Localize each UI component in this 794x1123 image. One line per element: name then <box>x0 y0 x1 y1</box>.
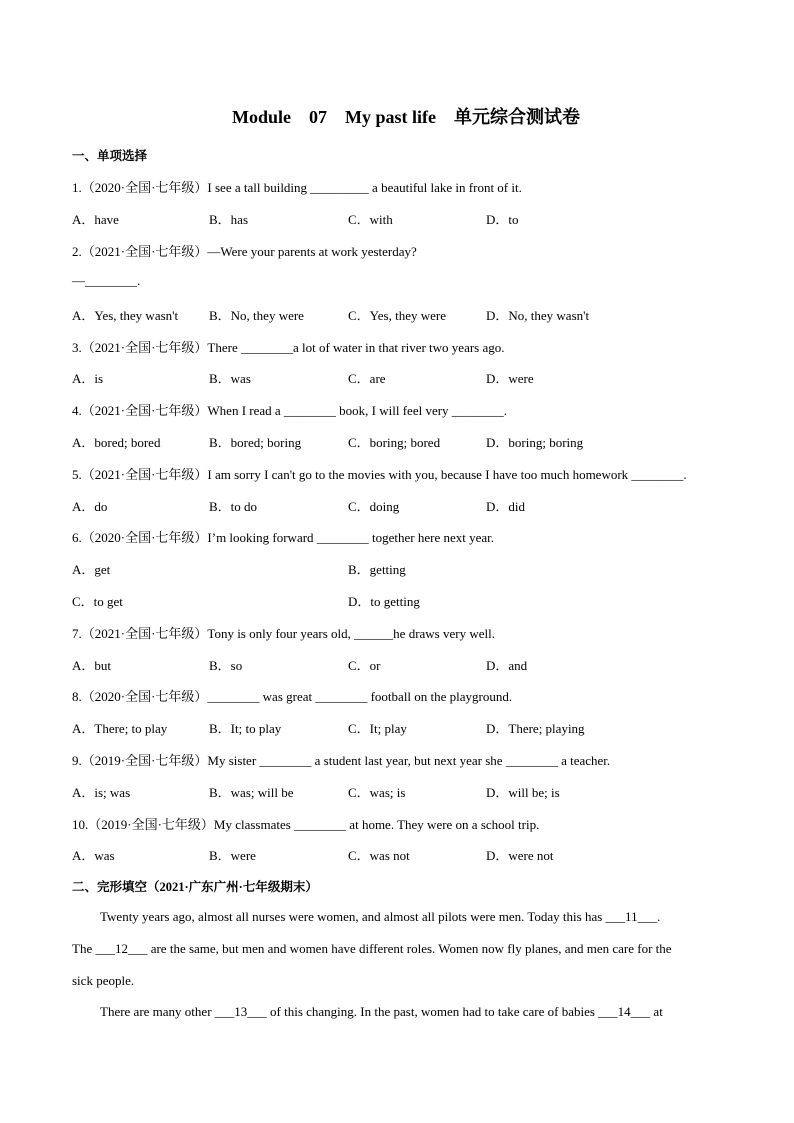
option-d: D．did <box>486 499 526 514</box>
option-d: D．will be; is <box>486 785 560 800</box>
section-heading-cloze: 二、完形填空（2021·广东广州·七年级期末） <box>72 880 318 894</box>
option-c: C．boring; bored <box>348 435 441 450</box>
page-title: Module 07 My past life 单元综合测试卷 <box>232 107 580 127</box>
question-9: 9.（2019·全国·七年级）My sister ________ a student last year, but next year she ________ a teacher. <box>72 753 611 768</box>
option-b: B．to do <box>209 499 258 514</box>
option-b: B．was; will be <box>209 785 294 800</box>
option-c: C．doing <box>348 499 400 514</box>
option-a: A．is <box>72 371 104 386</box>
option-a: A．bored; bored <box>72 435 161 450</box>
option-d: D．to getting <box>348 594 420 609</box>
question-2-answer-line: —________. <box>72 273 141 288</box>
question-5: 5.（2021·全国·七年级）I am sorry I can't go to the movies with you, because I have too much homework ________. <box>72 467 687 482</box>
option-c: C．with <box>348 212 393 227</box>
option-c: C．Yes, they were <box>348 308 446 323</box>
passage-line: The ___12___ are the same, but men and women have different roles. Women now fly planes, and men care for the <box>72 941 672 956</box>
option-d: D．No, they wasn't <box>486 308 590 323</box>
option-c: C．was not <box>348 848 410 863</box>
section-heading-single-choice: 一、单项选择 <box>72 149 148 163</box>
question-6: 6.（2020·全国·七年级）I’m looking forward ________ together here next year. <box>72 530 495 545</box>
option-d: D．boring; boring <box>486 435 584 450</box>
question-8: 8.（2020·全国·七年级）________ was great ________ football on the playground. <box>72 689 513 704</box>
option-b: B．It; to play <box>209 721 282 736</box>
question-2: 2.（2021·全国·七年级）—Were your parents at work yesterday? <box>72 244 417 259</box>
option-c: C．It; play <box>348 721 407 736</box>
option-a: A．is; was <box>72 785 131 800</box>
option-d: D．and <box>486 658 528 673</box>
question-4: 4.（2021·全国·七年级）When I read a ________ book, I will feel very ________. <box>72 403 508 418</box>
question-1: 1.（2020·全国·七年级）I see a tall building _________ a beautiful lake in front of it. <box>72 180 522 195</box>
option-b: B．getting <box>348 562 406 577</box>
option-d: D．There; playing <box>486 721 585 736</box>
option-b: B．was <box>209 371 251 386</box>
option-d: D．to <box>486 212 519 227</box>
option-c: C．was; is <box>348 785 406 800</box>
option-a: A．get <box>72 562 111 577</box>
option-a: A．do <box>72 499 108 514</box>
option-d: D．were <box>486 371 534 386</box>
option-c: C．or <box>348 658 381 673</box>
question-10: 10.（2019·全国·七年级）My classmates ________ at home. They were on a school trip. <box>72 817 540 832</box>
option-a: A．Yes, they wasn't <box>72 308 179 323</box>
option-b: B．has <box>209 212 249 227</box>
option-a: A．was <box>72 848 115 863</box>
passage-line: Twenty years ago, almost all nurses were women, and almost all pilots were men. Today this has ___11___. <box>100 909 661 924</box>
question-7: 7.（2021·全国·七年级）Tony is only four years old, ______he draws very well. <box>72 626 495 641</box>
option-c: C．are <box>348 371 386 386</box>
option-c: C．to get <box>72 594 123 609</box>
question-3: 3.（2021·全国·七年级）There ________a lot of water in that river two years ago. <box>72 340 505 355</box>
passage-line: There are many other ___13___ of this changing. In the past, women had to take care of babies ___14___ at <box>100 1004 663 1019</box>
passage-line: sick people. <box>72 973 135 988</box>
option-a: A．have <box>72 212 119 227</box>
option-b: B．bored; boring <box>209 435 302 450</box>
option-d: D．were not <box>486 848 554 863</box>
option-b: B．No, they were <box>209 308 304 323</box>
option-a: A．There; to play <box>72 721 168 736</box>
option-b: B．were <box>209 848 256 863</box>
option-a: A．but <box>72 658 112 673</box>
option-b: B．so <box>209 658 243 673</box>
